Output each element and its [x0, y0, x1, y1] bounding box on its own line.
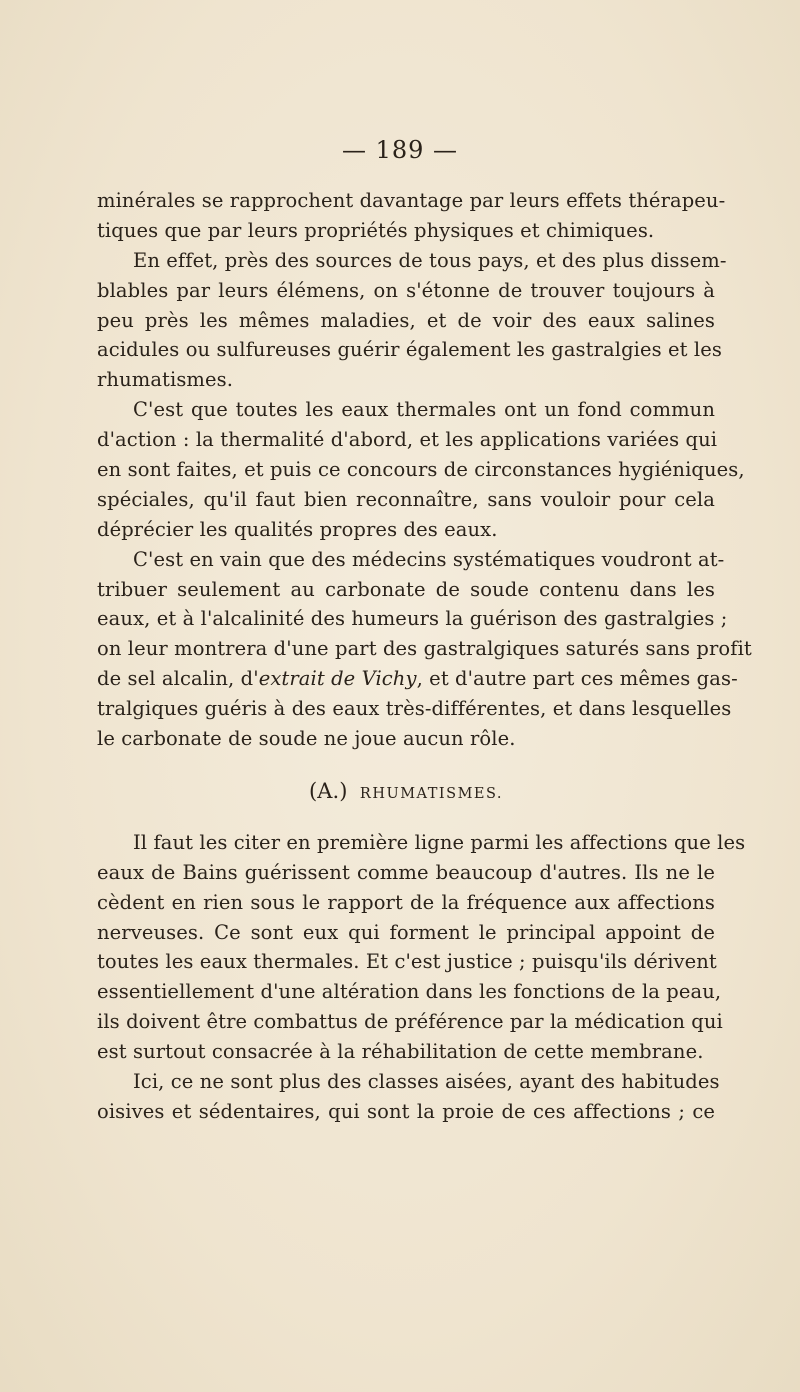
text-line: le carbonate de soude ne joue aucun rôle. — [97, 727, 516, 751]
text-line: C'est que toutes les eaux thermales ont un fond commun — [133, 398, 715, 422]
text-line: oisives et sédentaires, qui sont la proie de ces affections ; ce — [97, 1099, 715, 1123]
section-heading — [97, 762, 715, 820]
spacer — [97, 754, 715, 762]
body-text — [97, 186, 752, 1127]
spacer — [97, 820, 715, 828]
text-line: tribuer seulement au carbonate de soude contenu dans les — [97, 577, 715, 601]
text-segment: de sel alcalin, d' — [97, 667, 259, 691]
text-line: En effet, près des sources de tous pays, et des plus dissem- — [133, 248, 727, 272]
text-line: en sont faites, et puis ce concours de circonstances hygiéniques, — [97, 458, 745, 482]
text-line: ils doivent être combattus de préférence par la médication qui — [97, 1010, 723, 1034]
text-line: tiques que par leurs propriétés physiques et chimiques. — [97, 218, 655, 242]
paragraph — [97, 545, 752, 754]
text-line: eaux, et à l'alcalinité des humeurs la guérison des gastralgies ; — [97, 607, 728, 631]
text-line: cèdent en rien sous le rapport de la fréquence aux affections — [97, 890, 715, 914]
text-line: d'action : la thermalité d'abord, et les applications variées qui — [97, 428, 718, 452]
text-line: toutes les eaux thermales. Et c'est justice ; puisqu'ils dérivent — [97, 950, 717, 974]
text-line: nerveuses. Ce sont eux qui forment le principal appoint de — [97, 920, 715, 944]
text-line: Ici, ce ne sont plus des classes aisées, ayant des habitudes — [133, 1070, 720, 1094]
paragraph — [97, 395, 745, 544]
text-line: on leur montrera d'une part des gastralgiques saturés sans profit — [97, 637, 752, 661]
text-line: minérales se rapprochent davantage par leurs effets thérapeu- — [97, 189, 726, 212]
text-line: peu près les mêmes maladies, et de voir des eaux salines — [97, 308, 715, 332]
text-line: est surtout consacrée à la réhabilitation de cette membrane. — [97, 1040, 704, 1064]
italic-citation: extrait de Vichy — [258, 667, 417, 691]
paragraph — [97, 1067, 720, 1127]
text-line: rhumatismes. — [97, 368, 234, 392]
text-line: spéciales, qu'il faut bien reconnaître, sans vouloir pour cela — [97, 487, 715, 511]
text-line: acidules ou sulfureuses guérir également les gastralgies et les — [97, 338, 723, 362]
text-line: eaux de Bains guérissent comme beaucoup d'autres. Ils ne le — [97, 860, 715, 884]
page-number: — 189 — — [341, 136, 459, 164]
paragraph — [97, 186, 726, 246]
text-line: blables par leurs élémens, on s'étonne de trouver toujours à — [97, 278, 715, 302]
text-line: essentiellement d'une altération dans les fonctions de la peau, — [97, 980, 722, 1004]
section-title: RHUMATISMES. — [359, 785, 504, 802]
paragraph — [97, 246, 727, 395]
text-line-with-italic — [97, 664, 738, 694]
section-letter: (A.) — [308, 778, 348, 803]
text-line: tralgiques guéris à des eaux très-différentes, et dans lesquelles — [97, 697, 732, 721]
text-line: C'est en vain que des médecins systématiques voudront at- — [133, 547, 725, 571]
text-line: déprécier les qualités propres des eaux. — [97, 517, 498, 541]
text-segment: , et d'autre part ces mêmes gas- — [416, 667, 738, 691]
text-line: Il faut les citer en première ligne parmi les affections que les — [133, 830, 746, 854]
paragraph — [97, 828, 746, 1067]
